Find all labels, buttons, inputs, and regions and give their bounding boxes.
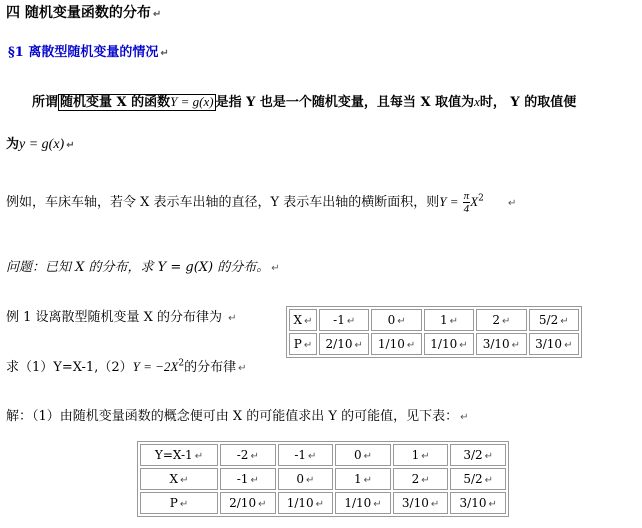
- table-cell: 3/10 ↵: [529, 333, 579, 355]
- table-cell: 3/10 ↵: [450, 492, 506, 514]
- paragraph-mark-icon: ↵: [152, 9, 162, 20]
- table-cell: 1 ↵: [335, 468, 391, 490]
- table-cell: 1 ↵: [393, 444, 449, 466]
- table-cell: 3/10 ↵: [476, 333, 526, 355]
- table-cell: -1 ↵: [319, 309, 369, 331]
- table-cell: X ↵: [289, 309, 317, 331]
- table-cell: 0 ↵: [335, 444, 391, 466]
- table-cell: 5/2 ↵: [529, 309, 579, 331]
- example-lathe-text: 例如，车床车轴，若令 X 表示车出轴的直径，Y 表示车出轴的横断面积，则Y = $\frac{\pi}{4}$ $X^2$ ↵: [6, 190, 517, 215]
- paragraph-mark-icon: ↵: [460, 412, 469, 423]
- table-cell: 2 ↵: [393, 468, 449, 490]
- solution-line: 解：（1）由随机变量函数的概念便可由 X 的可能值求出 Y 的可能值，见下表： ↵: [6, 409, 469, 424]
- paragraph-mark-icon: ↵: [228, 313, 237, 324]
- table-cell: 1/10 ↵: [424, 333, 474, 355]
- table-row: [140, 492, 506, 514]
- table-cell: 1/10 ↵: [278, 492, 334, 514]
- table-cell: X ↵: [140, 468, 218, 490]
- table-cell: 0 ↵: [278, 468, 334, 490]
- paragraph-mark-icon: ↵: [507, 198, 517, 209]
- table-cell: 3/2 ↵: [450, 444, 506, 466]
- table-row: [140, 468, 506, 490]
- table-cell: -2 ↵: [220, 444, 276, 466]
- definition-line-2: 为y = g(x) ↵: [6, 137, 75, 152]
- table-cell: -1 ↵: [220, 468, 276, 490]
- paragraph-mark-icon: ↵: [66, 140, 75, 151]
- distribution-table-x: [286, 306, 582, 358]
- pi-over-4-fraction: $\frac{\pi}{4}$: [463, 190, 470, 215]
- table-cell: 1 ↵: [424, 309, 474, 331]
- table-cell: 3/10 ↵: [393, 492, 449, 514]
- table-cell: 2/10 ↵: [220, 492, 276, 514]
- table-cell: 2/10 ↵: [319, 333, 369, 355]
- table-row: [289, 309, 579, 331]
- paragraph-mark-icon: ↵: [160, 48, 169, 59]
- paragraph-mark-icon: ↵: [271, 263, 280, 274]
- subsection-heading: §1 离散型随机变量的情况 ↵: [8, 45, 169, 60]
- table-cell: P ↵: [140, 492, 218, 514]
- table-cell: 1/10 ↵: [335, 492, 391, 514]
- table-row: [140, 444, 506, 466]
- table-cell: 5/2 ↵: [450, 468, 506, 490]
- question-line: 问题：已知 X 的分布，求 Y = g(X) 的分布。 ↵: [6, 260, 280, 275]
- table-row: [289, 333, 579, 355]
- definition-line-1: 所谓 随机变量 X 的函数Y = g(x) 是指 Y 也是一个随机变量，且每当 X 取值为x时， Y 的取值便: [32, 94, 577, 110]
- table-cell: 2 ↵: [476, 309, 526, 331]
- example-line-2: 求$(1)Y=X-1,(2)Y = -2X^2$的分布律 ↵: [6, 358, 247, 375]
- distribution-table-y: [137, 441, 509, 517]
- table-cell: P ↵: [289, 333, 317, 355]
- boxed-term: 随机变量 X 的函数Y = g(x): [60, 94, 214, 110]
- table-cell: Y=X-1 ↵: [140, 444, 218, 466]
- table-cell: -1 ↵: [278, 444, 334, 466]
- paragraph-mark-icon: ↵: [238, 363, 247, 374]
- section-heading: 四 随机变量函数的分布 ↵: [6, 5, 162, 21]
- example-line-1: 例 1 设离散型随机变量 X 的分布律为 ↵: [6, 310, 237, 325]
- table-cell: 0 ↵: [371, 309, 421, 331]
- table-cell: 1/10 ↵: [371, 333, 421, 355]
